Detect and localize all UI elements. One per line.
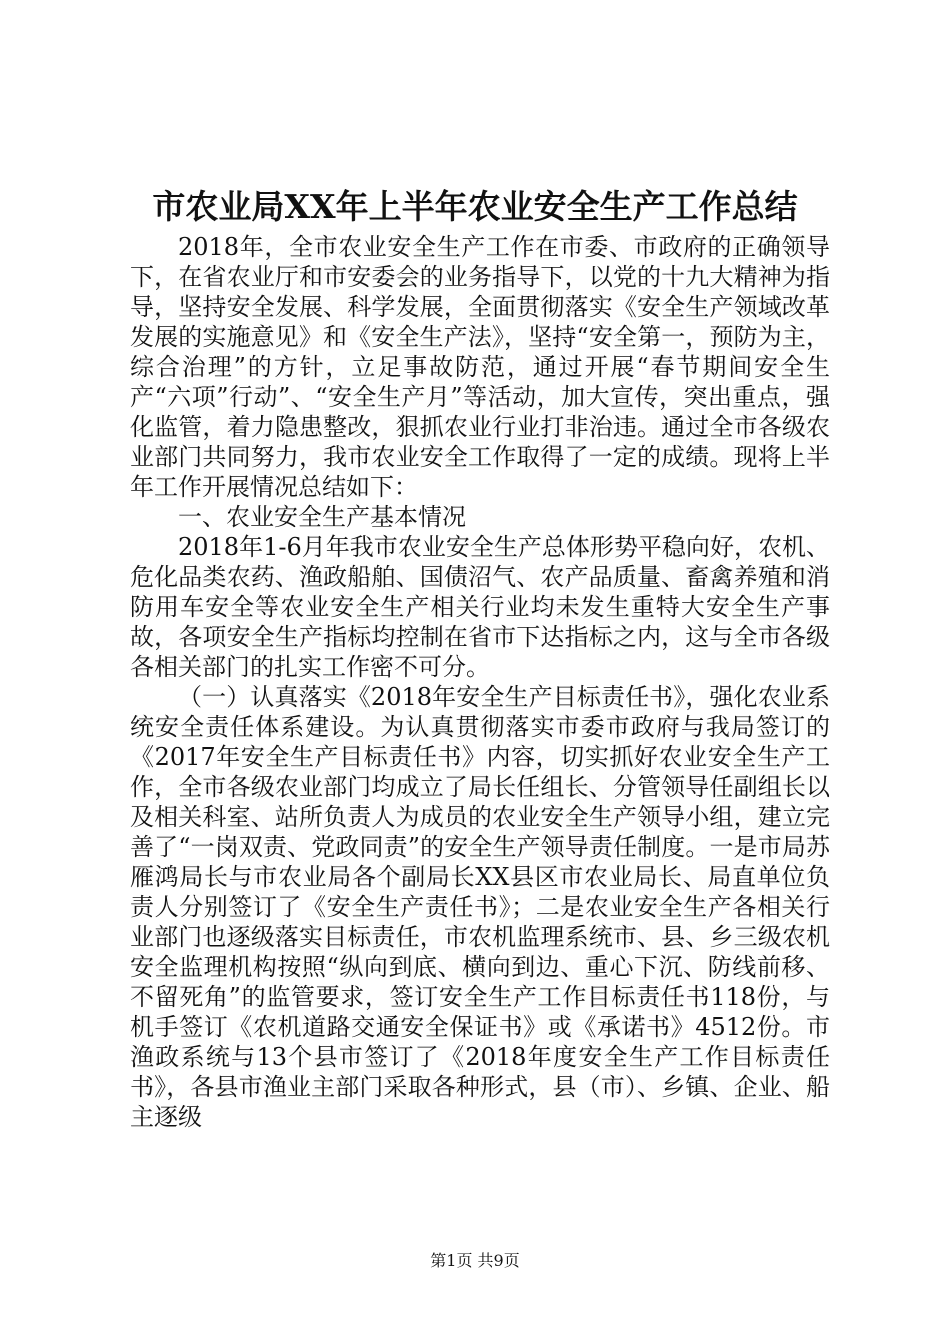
- document-title: 市农业局XX年上半年农业安全生产工作总结: [152, 187, 798, 226]
- paragraph-basic-situation: 2018年1-6月年我市农业安全生产总体形势平稳向好，农机、危化品类农药、渔政船舶、国债沼气、农产品质量、畜禽养殖和消防用车安全等农业安全生产相关行业均未发生重特大安全生产事故，各项安全生产指标均控制在省市下达指标之内，这与全市各级各相关部门的扎实工作密不可分。: [130, 533, 830, 681]
- paragraph-intro: 2018年，全市农业安全生产工作在市委、市政府的正确领导下，在省农业厅和市安委会的业务指导下，以党的十九大精神为指导，坚持安全发展、科学发展，全面贯彻落实《安全生产领域改革发展的实施意见》和《安全生产法》，坚持“安全第一，预防为主，综合治理”的方针，立足事故防范，通过开展“春节期间安全生产“六项”行动”、“安全生产月”等活动，加大宣传，突出重点，强化监管，着力隐患整改，狠抓农业行业打非治违。通过全市各级农业部门共同努力，我市农业安全工作取得了一定的成绩。现将上半年工作开展情况总结如下：: [130, 233, 830, 501]
- document-body: [130, 232, 830, 1132]
- paragraph-responsibility: （一）认真落实《2018年安全生产目标责任书》，强化农业系统安全责任体系建设。为认真贯彻落实市委市政府与我局签订的《2017年安全生产目标责任书》内容，切实抓好农业安全生产工作，全市各级农业部门均成立了局长任组长、分管领导任副组长以及相关科室、站所负责人为成员的农业安全生产领导小组，建立完善了“一岗双责、党政同责”的安全生产领导责任制度。一是市局苏雁鸿局长与市农业局各个副局长XX县区市农业局长、局直单位负责人分别签订了《安全生产责任书》；二是农业安全生产各相关行业部门也逐级落实目标责任，市农机监理系统市、县、乡三级农机安全监理机构按照“纵向到底、横向到边、重心下沉、防线前移、不留死角”的监管要求，签订安全生产工作目标责任书118份，与机手签订《农机道路交通安全保证书》或《承诺书》4512份。市渔政系统与13个县市签订了《2018年度安全生产工作目标责任书》，各县市渔业主部门采取各种形式，县（市）、乡镇、企业、船主逐级: [130, 683, 830, 1131]
- page-number-footer: 第1页 共9页: [430, 1251, 520, 1270]
- section-heading-1: 一、农业安全生产基本情况: [178, 503, 466, 531]
